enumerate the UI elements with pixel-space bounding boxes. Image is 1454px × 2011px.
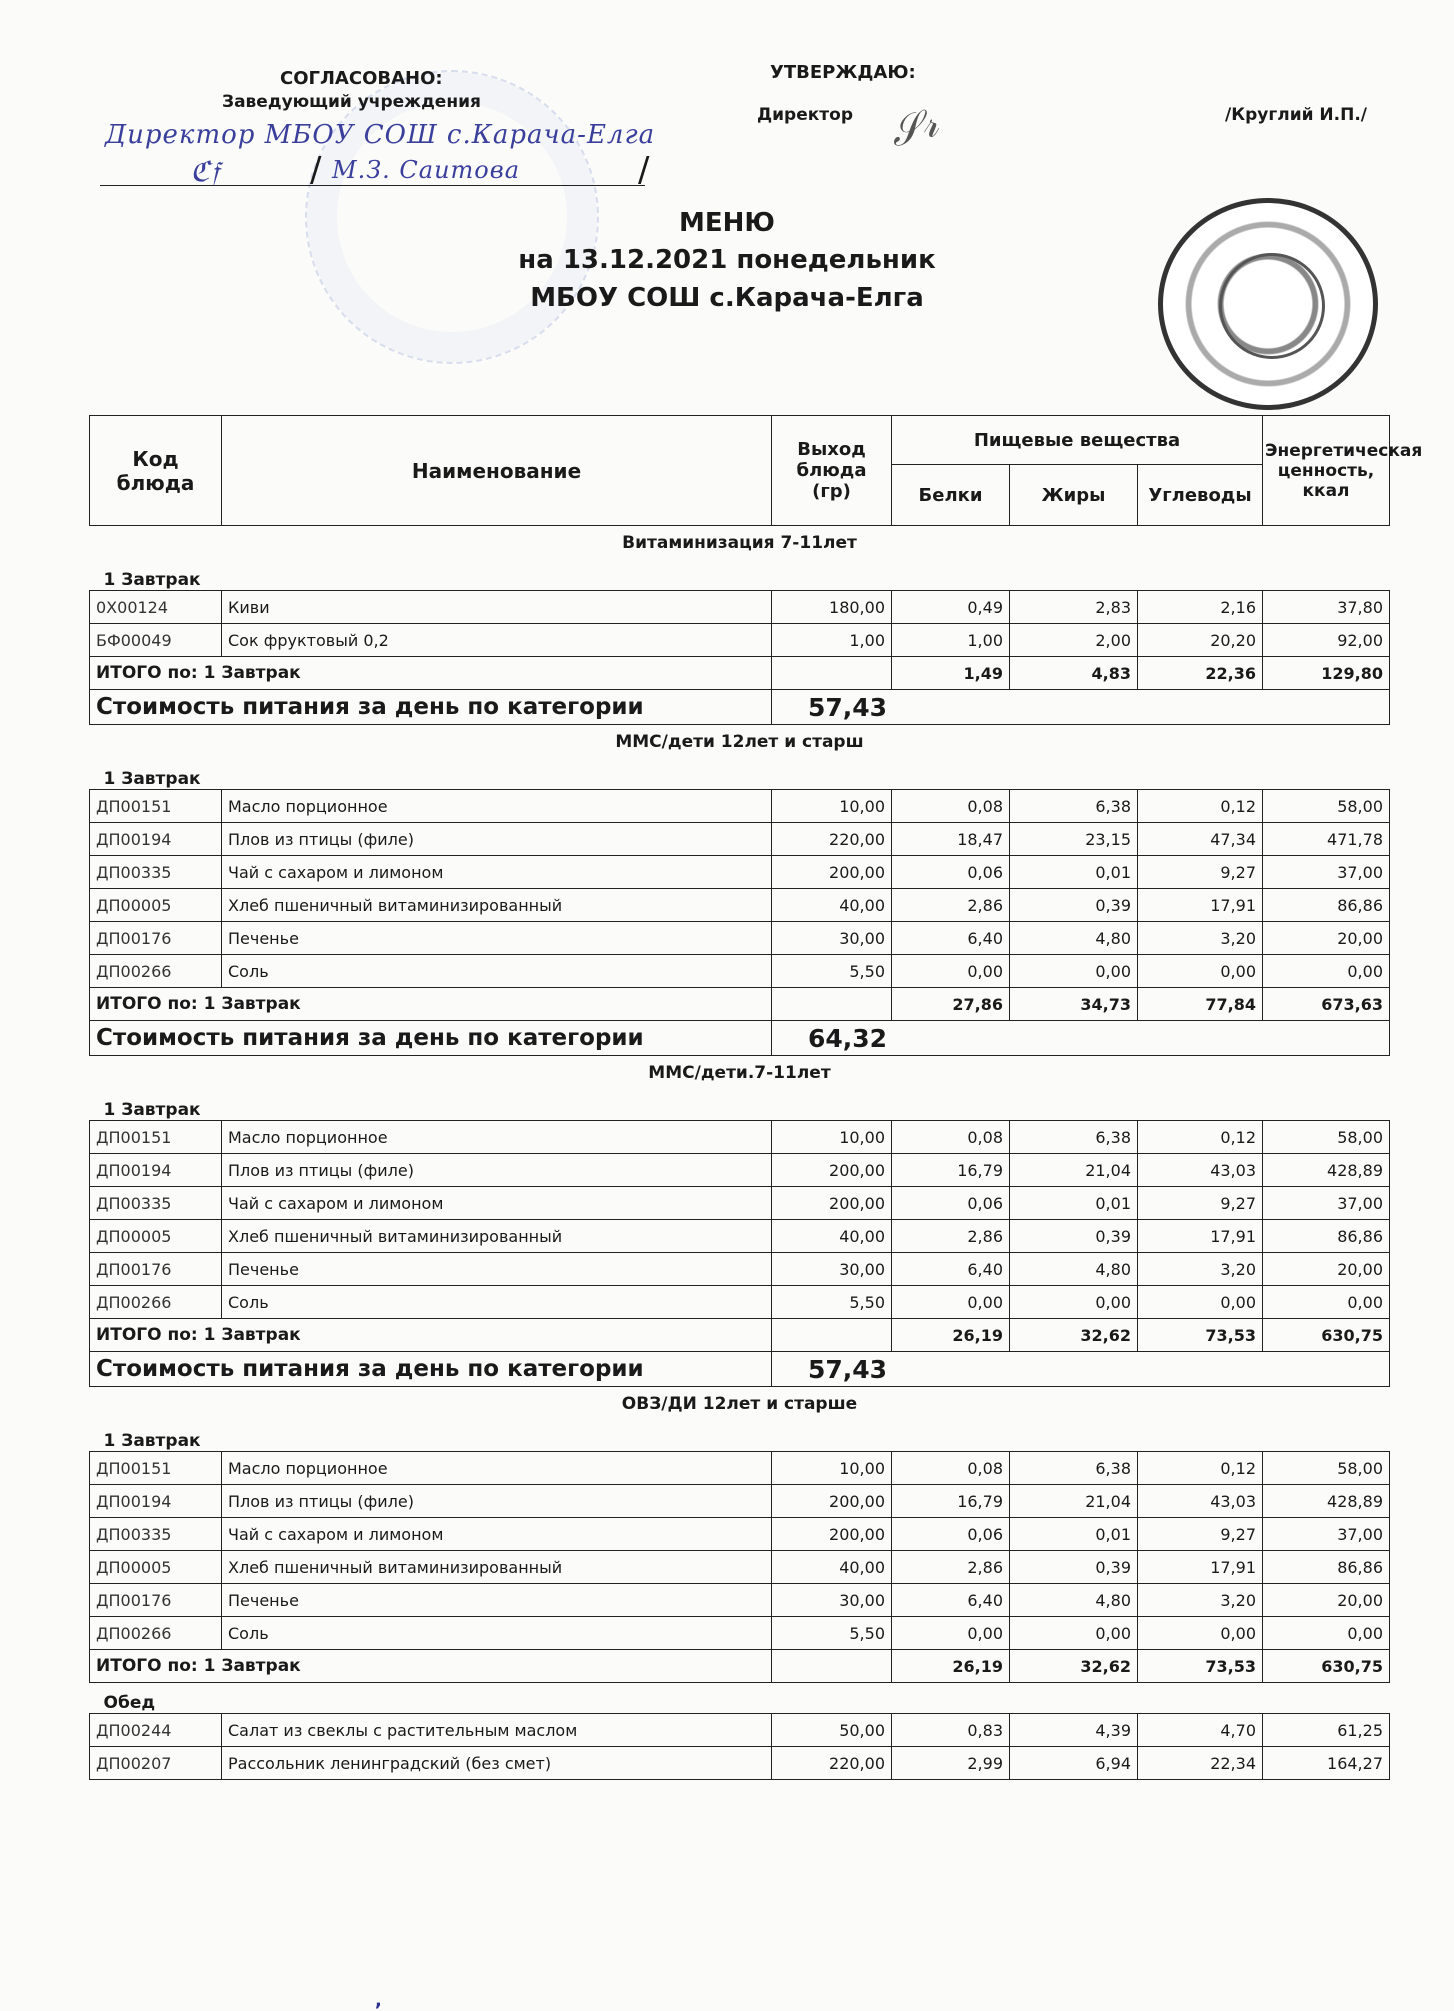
dish-code: ДП00151: [90, 790, 222, 823]
dish-carbs: 20,20: [1138, 624, 1263, 657]
dish-code: ДП00176: [90, 1253, 222, 1286]
dish-kcal: 58,00: [1263, 1121, 1390, 1154]
dish-fats: 0,39: [1010, 1551, 1138, 1584]
table-row: [90, 922, 1390, 955]
dish-kcal: 61,25: [1263, 1714, 1390, 1747]
total-row: [90, 657, 1390, 690]
table-row: [90, 1121, 1390, 1154]
dish-fats: 0,01: [1010, 1187, 1138, 1220]
dish-carbs: 22,34: [1138, 1747, 1263, 1780]
table-row: [90, 1551, 1390, 1584]
table-row: [90, 1617, 1390, 1650]
cost-row: [90, 1021, 1390, 1056]
dish-code: ДП00207: [90, 1747, 222, 1780]
dish-carbs: 43,03: [1138, 1154, 1263, 1187]
total-carbs: 73,53: [1138, 1319, 1263, 1352]
section-header: [90, 725, 1390, 760]
meal-header: [90, 1090, 1390, 1121]
dish-code: ДП00244: [90, 1714, 222, 1747]
slash-left: /: [310, 150, 322, 190]
dish-carbs: 2,16: [1138, 591, 1263, 624]
dish-code: ДП00266: [90, 1286, 222, 1319]
dish-name: Печенье: [222, 922, 772, 955]
total-carbs: 22,36: [1138, 657, 1263, 690]
cost-row: [90, 1352, 1390, 1387]
table-row: [90, 889, 1390, 922]
table-row: [90, 1253, 1390, 1286]
dish-name: Печенье: [222, 1253, 772, 1286]
dish-name: Хлеб пшеничный витаминизированный: [222, 1551, 772, 1584]
dish-name: Киви: [222, 591, 772, 624]
signature-mark-left: ℭ𝔣: [190, 155, 221, 188]
slash-right: /: [638, 150, 650, 190]
table-row: [90, 1154, 1390, 1187]
table-row: [90, 591, 1390, 624]
dish-proteins: 0,83: [892, 1714, 1010, 1747]
dish-code: ДП00266: [90, 955, 222, 988]
meal-label: 1 Завтрак: [103, 1100, 201, 1120]
meal-header: [90, 1683, 1390, 1714]
dish-name: Чай с сахаром и лимоном: [222, 1187, 772, 1220]
table-row: [90, 790, 1390, 823]
col-header-carbs: Углеводы: [1138, 465, 1263, 526]
dish-kcal: 20,00: [1263, 1253, 1390, 1286]
menu-body: [90, 526, 1390, 1780]
dish-proteins: 0,06: [892, 1518, 1010, 1551]
dish-kcal: 428,89: [1263, 1485, 1390, 1518]
meal-header: [90, 759, 1390, 790]
dish-proteins: 0,06: [892, 1187, 1010, 1220]
dish-carbs: 4,70: [1138, 1714, 1263, 1747]
dish-name: Плов из птицы (филе): [222, 1485, 772, 1518]
dish-fats: 4,39: [1010, 1714, 1138, 1747]
dish-proteins: 2,86: [892, 1220, 1010, 1253]
dish-code: БФ00049: [90, 624, 222, 657]
dish-fats: 0,39: [1010, 1220, 1138, 1253]
total-carbs: 77,84: [1138, 988, 1263, 1021]
dish-code: ДП00194: [90, 1485, 222, 1518]
dish-carbs: 0,12: [1138, 790, 1263, 823]
total-label: ИТОГО по: 1 Завтрак: [90, 1319, 772, 1352]
approved-left-title: СОГЛАСОВАНО:: [280, 68, 443, 89]
section-title: ММС/дети.7-11лет: [648, 1063, 831, 1083]
dish-carbs: 0,00: [1138, 1617, 1263, 1650]
total-fats: 4,83: [1010, 657, 1138, 690]
dish-fats: 23,15: [1010, 823, 1138, 856]
dish-yield: 220,00: [772, 823, 892, 856]
dish-yield: 1,00: [772, 624, 892, 657]
dish-fats: 0,00: [1010, 955, 1138, 988]
dish-kcal: 0,00: [1263, 955, 1390, 988]
dish-proteins: 0,00: [892, 1617, 1010, 1650]
total-fats: 34,73: [1010, 988, 1138, 1021]
dish-name: Рассольник ленинградский (без смет): [222, 1747, 772, 1780]
table-row: [90, 955, 1390, 988]
handwritten-name: М.З. Саитова: [332, 156, 521, 184]
col-header-code: Код блюда: [90, 416, 222, 526]
table-row: [90, 1584, 1390, 1617]
table-row: [90, 1518, 1390, 1551]
dish-name: Хлеб пшеничный витаминизированный: [222, 889, 772, 922]
dish-carbs: 47,34: [1138, 823, 1263, 856]
dish-kcal: 20,00: [1263, 922, 1390, 955]
bottom-ink-mark: ,: [375, 1990, 382, 2011]
dish-yield: 10,00: [772, 1121, 892, 1154]
dish-kcal: 428,89: [1263, 1154, 1390, 1187]
dish-kcal: 471,78: [1263, 823, 1390, 856]
dish-kcal: 20,00: [1263, 1584, 1390, 1617]
dish-carbs: 0,12: [1138, 1452, 1263, 1485]
dish-carbs: 17,91: [1138, 1551, 1263, 1584]
total-label: ИТОГО по: 1 Завтрак: [90, 988, 772, 1021]
table-row: [90, 823, 1390, 856]
dish-fats: 0,00: [1010, 1617, 1138, 1650]
total-row: [90, 988, 1390, 1021]
dish-fats: 6,38: [1010, 1452, 1138, 1485]
dish-code: ДП00005: [90, 1220, 222, 1253]
dish-yield: 10,00: [772, 1452, 892, 1485]
dish-code: ДП00151: [90, 1121, 222, 1154]
handwritten-org: Директор МБОУ СОШ с.Карача-Елга: [105, 120, 656, 150]
meal-label: 1 Завтрак: [103, 769, 201, 789]
dish-kcal: 37,00: [1263, 856, 1390, 889]
dish-code: ДП00335: [90, 856, 222, 889]
table-row: [90, 1452, 1390, 1485]
signature-line-left: [100, 185, 645, 186]
dish-proteins: 0,06: [892, 856, 1010, 889]
cost-label: Стоимость питания за день по категории: [90, 1352, 772, 1387]
col-header-energy: Энергетическая ценность, ккал: [1263, 416, 1390, 526]
dish-carbs: 3,20: [1138, 1253, 1263, 1286]
dish-code: ДП00194: [90, 823, 222, 856]
dish-proteins: 2,99: [892, 1747, 1010, 1780]
dish-yield: 40,00: [772, 1551, 892, 1584]
doc-date: на 13.12.2021 понедельник: [518, 245, 936, 275]
dish-name: Хлеб пшеничный витаминизированный: [222, 1220, 772, 1253]
col-header-nutrients: Пищевые вещества: [892, 416, 1263, 465]
cost-row: [90, 690, 1390, 725]
cost-label: Стоимость питания за день по категории: [90, 1021, 772, 1056]
dish-yield: 10,00: [772, 790, 892, 823]
doc-title: МЕНЮ: [679, 208, 775, 238]
total-yield-empty: [772, 988, 892, 1021]
dish-fats: 6,94: [1010, 1747, 1138, 1780]
dish-name: Масло порционное: [222, 790, 772, 823]
dish-kcal: 58,00: [1263, 790, 1390, 823]
total-fats: 32,62: [1010, 1650, 1138, 1683]
dish-name: Чай с сахаром и лимоном: [222, 1518, 772, 1551]
dish-yield: 5,50: [772, 955, 892, 988]
dish-proteins: 18,47: [892, 823, 1010, 856]
total-yield-empty: [772, 657, 892, 690]
dish-kcal: 37,80: [1263, 591, 1390, 624]
dish-yield: 200,00: [772, 856, 892, 889]
dish-fats: 6,38: [1010, 790, 1138, 823]
total-carbs: 73,53: [1138, 1650, 1263, 1683]
total-proteins: 1,49: [892, 657, 1010, 690]
dish-yield: 200,00: [772, 1187, 892, 1220]
dish-carbs: 3,20: [1138, 1584, 1263, 1617]
dish-code: 0X00124: [90, 591, 222, 624]
dish-yield: 50,00: [772, 1714, 892, 1747]
dish-fats: 4,80: [1010, 1584, 1138, 1617]
dish-kcal: 164,27: [1263, 1747, 1390, 1780]
dish-kcal: 86,86: [1263, 889, 1390, 922]
dish-yield: 200,00: [772, 1154, 892, 1187]
section-title: ММС/дети 12лет и старш: [615, 732, 864, 752]
dish-code: ДП00005: [90, 889, 222, 922]
dish-name: Масло порционное: [222, 1121, 772, 1154]
director-signature: 𝒮𝓇: [884, 99, 943, 157]
dish-code: ДП00335: [90, 1518, 222, 1551]
approved-right-role: Директор: [757, 105, 853, 125]
meal-header: [90, 1421, 1390, 1452]
table-row: [90, 856, 1390, 889]
dish-proteins: 6,40: [892, 1253, 1010, 1286]
dish-proteins: 6,40: [892, 1584, 1010, 1617]
dish-name: Масло порционное: [222, 1452, 772, 1485]
total-yield-empty: [772, 1319, 892, 1352]
dish-fats: 21,04: [1010, 1485, 1138, 1518]
col-header-proteins: Белки: [892, 465, 1010, 526]
dish-yield: 200,00: [772, 1485, 892, 1518]
dish-fats: 2,00: [1010, 624, 1138, 657]
dish-kcal: 86,86: [1263, 1220, 1390, 1253]
total-label: ИТОГО по: 1 Завтрак: [90, 657, 772, 690]
dish-code: ДП00176: [90, 922, 222, 955]
dish-name: Печенье: [222, 1584, 772, 1617]
section-header: [90, 526, 1390, 561]
dish-proteins: 0,49: [892, 591, 1010, 624]
col-header-yield: Выход блюда (гр): [772, 416, 892, 526]
dish-carbs: 0,12: [1138, 1121, 1263, 1154]
dish-carbs: 9,27: [1138, 1518, 1263, 1551]
approved-left-role: Заведующий учреждения: [222, 92, 481, 112]
dish-carbs: 3,20: [1138, 922, 1263, 955]
table-row: [90, 624, 1390, 657]
dish-carbs: 0,00: [1138, 955, 1263, 988]
dish-proteins: 2,86: [892, 889, 1010, 922]
col-header-fats: Жиры: [1010, 465, 1138, 526]
meal-header: [90, 560, 1390, 591]
dish-code: ДП00176: [90, 1584, 222, 1617]
doc-school: МБОУ СОШ с.Карача-Елга: [530, 283, 924, 313]
dish-fats: 0,01: [1010, 1518, 1138, 1551]
dish-yield: 40,00: [772, 1220, 892, 1253]
meal-label: Обед: [103, 1693, 156, 1713]
col-header-name: Наименование: [222, 416, 772, 526]
dish-fats: 21,04: [1010, 1154, 1138, 1187]
cost-label: Стоимость питания за день по категории: [90, 690, 772, 725]
cost-value: 57,43: [772, 690, 1390, 725]
dish-kcal: 37,00: [1263, 1187, 1390, 1220]
section-title: Витаминизация 7-11лет: [622, 533, 857, 553]
dish-proteins: 16,79: [892, 1485, 1010, 1518]
dish-fats: 0,00: [1010, 1286, 1138, 1319]
dish-code: ДП00005: [90, 1551, 222, 1584]
meal-label: 1 Завтрак: [103, 1431, 201, 1451]
dish-yield: 30,00: [772, 1584, 892, 1617]
dish-kcal: 86,86: [1263, 1551, 1390, 1584]
dish-proteins: 0,08: [892, 1452, 1010, 1485]
dish-kcal: 0,00: [1263, 1286, 1390, 1319]
total-kcal: 129,80: [1263, 657, 1390, 690]
dish-name: Плов из птицы (филе): [222, 823, 772, 856]
dish-code: ДП00194: [90, 1154, 222, 1187]
dish-carbs: 43,03: [1138, 1485, 1263, 1518]
total-proteins: 27,86: [892, 988, 1010, 1021]
meal-label: 1 Завтрак: [103, 570, 201, 590]
dish-yield: 220,00: [772, 1747, 892, 1780]
dish-code: ДП00335: [90, 1187, 222, 1220]
dish-fats: 2,83: [1010, 591, 1138, 624]
cost-value: 64,32: [772, 1021, 1390, 1056]
dish-carbs: 0,00: [1138, 1286, 1263, 1319]
cost-value: 57,43: [772, 1352, 1390, 1387]
dish-fats: 4,80: [1010, 922, 1138, 955]
section-header: [90, 1056, 1390, 1091]
dish-yield: 5,50: [772, 1286, 892, 1319]
dish-yield: 5,50: [772, 1617, 892, 1650]
menu-table: [89, 415, 1423, 1780]
dish-name: Плов из птицы (филе): [222, 1154, 772, 1187]
total-yield-empty: [772, 1650, 892, 1683]
dish-kcal: 0,00: [1263, 1617, 1390, 1650]
total-row: [90, 1319, 1390, 1352]
table-row: [90, 1485, 1390, 1518]
dish-proteins: 2,86: [892, 1551, 1010, 1584]
section-header: [90, 1387, 1390, 1422]
dish-code: ДП00151: [90, 1452, 222, 1485]
dish-fats: 6,38: [1010, 1121, 1138, 1154]
dish-fats: 4,80: [1010, 1253, 1138, 1286]
table-row: [90, 1220, 1390, 1253]
dish-proteins: 0,08: [892, 790, 1010, 823]
dish-yield: 200,00: [772, 1518, 892, 1551]
dish-fats: 0,01: [1010, 856, 1138, 889]
section-title: ОВЗ/ДИ 12лет и старше: [621, 1394, 858, 1414]
total-label: ИТОГО по: 1 Завтрак: [90, 1650, 772, 1683]
dish-yield: 30,00: [772, 922, 892, 955]
dish-kcal: 37,00: [1263, 1518, 1390, 1551]
table-row: [90, 1187, 1390, 1220]
dish-name: Соль: [222, 955, 772, 988]
total-kcal: 630,75: [1263, 1650, 1390, 1683]
total-kcal: 673,63: [1263, 988, 1390, 1021]
dish-yield: 40,00: [772, 889, 892, 922]
dish-fats: 0,39: [1010, 889, 1138, 922]
dish-name: Салат из свеклы с растительным маслом: [222, 1714, 772, 1747]
dish-name: Соль: [222, 1617, 772, 1650]
dish-proteins: 1,00: [892, 624, 1010, 657]
total-proteins: 26,19: [892, 1319, 1010, 1352]
dish-proteins: 6,40: [892, 922, 1010, 955]
total-row: [90, 1650, 1390, 1683]
dish-name: Сок фруктовый 0,2: [222, 624, 772, 657]
dish-proteins: 0,00: [892, 955, 1010, 988]
dish-carbs: 9,27: [1138, 1187, 1263, 1220]
total-fats: 32,62: [1010, 1319, 1138, 1352]
dish-proteins: 16,79: [892, 1154, 1010, 1187]
table-row: [90, 1714, 1390, 1747]
dish-yield: 180,00: [772, 591, 892, 624]
dish-name: Чай с сахаром и лимоном: [222, 856, 772, 889]
total-kcal: 630,75: [1263, 1319, 1390, 1352]
table-row: [90, 1286, 1390, 1319]
dish-proteins: 0,00: [892, 1286, 1010, 1319]
approved-right-name: /Круглий И.П./: [1225, 105, 1368, 125]
total-proteins: 26,19: [892, 1650, 1010, 1683]
dish-kcal: 58,00: [1263, 1452, 1390, 1485]
dish-kcal: 92,00: [1263, 624, 1390, 657]
dish-yield: 30,00: [772, 1253, 892, 1286]
dish-name: Соль: [222, 1286, 772, 1319]
table-row: [90, 1747, 1390, 1780]
dish-proteins: 0,08: [892, 1121, 1010, 1154]
approved-right-title: УТВЕРЖДАЮ:: [770, 62, 916, 83]
dish-code: ДП00266: [90, 1617, 222, 1650]
dish-carbs: 17,91: [1138, 1220, 1263, 1253]
dish-carbs: 17,91: [1138, 889, 1263, 922]
dish-carbs: 9,27: [1138, 856, 1263, 889]
